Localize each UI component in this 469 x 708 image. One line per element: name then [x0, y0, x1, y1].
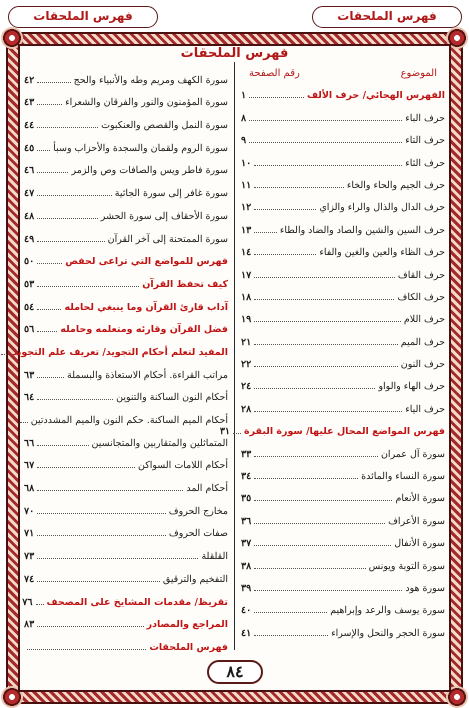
entry-title: سورة هود [405, 582, 445, 594]
index-content [12, 46, 445, 653]
dot-leader [37, 377, 64, 378]
entry-page-number: ٣١ [219, 426, 231, 438]
dot-leader [254, 545, 391, 546]
dot-leader [254, 277, 395, 278]
dot-leader [254, 590, 402, 591]
dot-leader [254, 165, 402, 166]
dot-leader [249, 97, 304, 98]
entry-page-number: ١٧ [241, 269, 252, 281]
index-entry [24, 361, 228, 384]
entry-title: حرف الظاء والعين والغين والفاء [319, 247, 445, 259]
index-entry [241, 127, 445, 149]
entry-page-number: ٧٦ [22, 596, 33, 608]
entry-title: سورة الأحقاف إلى سورة الحشر [100, 210, 228, 222]
index-entry [241, 306, 445, 328]
index-entry [241, 82, 445, 104]
dot-leader [254, 456, 378, 457]
index-entry [24, 157, 228, 180]
column-divider [234, 62, 235, 650]
entry-page-number: ٣٥ [241, 493, 252, 505]
entry-page-number: ١٢ [241, 202, 252, 214]
entry-title: المراجع والمصادر [146, 619, 228, 631]
index-entry [24, 179, 228, 202]
index-entry [241, 261, 445, 283]
entry-title: حرف الجيم والحاء والخاء [346, 179, 445, 191]
entry-title: حرف السين والشين والصاد والضاد والطاء [279, 224, 445, 236]
entry-title: فضل القرآن وقارئه ومتعلمه وحامله [60, 324, 228, 336]
entry-page-number: ٦٣ [24, 369, 35, 381]
index-entry [24, 66, 228, 89]
index-entry [241, 440, 445, 462]
entry-title: حرف الثاء [405, 157, 445, 169]
dot-leader [37, 626, 143, 627]
header-tab-right: فهرس الملحقات [312, 6, 462, 28]
index-entry [24, 270, 228, 293]
dot-leader [37, 535, 166, 536]
entry-page-number: ٣٧ [241, 538, 252, 550]
index-entry [24, 316, 228, 339]
entry-title: سورة الروم ولقمان والسجدة والأحزاب وسبأ [53, 142, 228, 154]
dot-leader [37, 195, 112, 196]
entry-page-number: ٤٩ [24, 233, 35, 245]
dot-leader [254, 254, 316, 255]
dot-leader [20, 422, 28, 423]
entry-title: القلقلة [201, 551, 228, 563]
index-entry [24, 565, 228, 588]
index-entry [241, 373, 445, 395]
index-entry [241, 530, 445, 552]
page-title: فهرس الملحقات [180, 46, 289, 61]
entry-title: مراتب القراءة. أحكام الاستعاذة والبسملة [66, 369, 228, 381]
dot-leader [254, 635, 328, 636]
entry-title: حرف الياء [405, 403, 445, 415]
dot-leader [254, 411, 402, 412]
entry-title: حرف الكاف [397, 291, 445, 303]
entry-page-number: ٢٨ [241, 403, 252, 415]
index-entry [219, 418, 445, 440]
index-entry [24, 406, 228, 429]
dot-leader [37, 172, 68, 173]
entry-page-number: ٢١ [241, 336, 252, 348]
entry-title: سورة النمل والقصص والعنكبوت [101, 120, 228, 132]
index-entry [24, 384, 228, 407]
entry-page-number: ٨ [241, 112, 247, 124]
index-entry [241, 597, 445, 619]
entry-page-number: ١٩ [241, 314, 252, 326]
index-entry [24, 452, 228, 475]
entry-page-number: ٣٣ [241, 448, 252, 460]
dot-leader [37, 558, 198, 559]
entry-page-number: ٥٠ [24, 256, 35, 268]
index-entry [24, 520, 228, 543]
entry-page-number: ٧١ [24, 528, 35, 540]
entry-page-number: ٦٨ [24, 483, 35, 495]
dot-leader [27, 649, 146, 650]
dot-leader [37, 309, 61, 310]
index-entry [12, 338, 228, 361]
entry-title: حرف الدال والذال والراء والزاي [319, 202, 445, 214]
entry-title: أحكام النون الساكنة والتنوين [116, 392, 228, 404]
dot-leader [37, 127, 98, 128]
entry-title: كيف تحفظ القرآن [142, 278, 228, 290]
entry-title: سورة الأعراف [388, 515, 445, 527]
entry-page-number: ٤٨ [24, 210, 35, 222]
dot-leader [254, 232, 277, 233]
index-entry [241, 328, 445, 350]
entry-title: آداب قارئ القرآن وما ينبغي لحامله [64, 301, 228, 313]
entry-title: فهرس المواضع المحال عليها/ سورة البقرة [244, 426, 445, 438]
index-entry [24, 474, 228, 497]
entry-title: سورة الممتحنة إلى آخر القرآن [107, 233, 228, 245]
index-entry [241, 104, 445, 126]
entry-page-number: ١ [241, 90, 247, 102]
dot-leader [254, 321, 401, 322]
dot-leader [37, 331, 57, 332]
dot-leader [36, 604, 44, 605]
dot-leader [37, 467, 135, 468]
entry-title: فهرس للمواضع التي تراعى لحفص [65, 256, 228, 268]
entry-title: فهرس الملحقات [149, 641, 228, 653]
entry-title: سورة الكهف ومريم وطه والأنبياء والحج [73, 74, 228, 86]
dot-leader [37, 263, 62, 264]
entry-page-number: ٥٦ [24, 324, 35, 336]
entry-page-number: ٣٩ [241, 582, 252, 594]
entry-page-number: ٤٢ [24, 74, 35, 86]
index-entry [241, 239, 445, 261]
entry-page-number: ٩ [241, 135, 247, 147]
index-entry [24, 429, 228, 452]
dot-leader [37, 581, 160, 582]
entry-page-number: ٤٥ [24, 142, 35, 154]
dot-leader [37, 241, 104, 242]
entry-page-number: ١٨ [241, 291, 252, 303]
index-entry [241, 619, 445, 641]
entry-page-number: ٤٤ [24, 120, 35, 132]
entry-title: سورة الأنعام [395, 493, 445, 505]
entry-title: سورة التوبة ويونس [368, 560, 445, 572]
index-entry [24, 89, 228, 112]
entry-title: أحكام الميم الساكنة. حكم النون والميم المشددتين [30, 415, 228, 426]
entry-title: مخارج الحروف [168, 505, 228, 517]
entry-title: سورة فاطر ويس والصافات وص والزمر [71, 165, 228, 177]
index-entry [24, 542, 228, 565]
index-column-left [12, 66, 231, 656]
entry-page-number: ٢٤ [241, 381, 252, 393]
index-entry [24, 248, 228, 271]
dot-leader [254, 299, 394, 300]
entry-title: حرف اللام [403, 314, 445, 326]
index-entry [241, 149, 445, 171]
entry-title: صفات الحروف [168, 528, 228, 540]
entry-page-number: ٤٧ [24, 188, 35, 200]
entry-page-number: ١٤ [241, 247, 252, 259]
dot-leader [254, 209, 316, 210]
entry-page-number: ٥٣ [24, 278, 35, 290]
index-entry [24, 293, 228, 316]
column-header [241, 64, 445, 82]
entry-page-number: ١١ [241, 179, 252, 191]
index-entry [241, 351, 445, 373]
index-entry [241, 463, 445, 485]
dot-leader [37, 218, 98, 219]
index-entry [241, 552, 445, 574]
entry-page-number: ٤٦ [24, 165, 35, 177]
entry-page-number: ٧٣ [24, 551, 35, 563]
index-entry [24, 202, 228, 225]
entry-title: حرف الهاء والواو [378, 381, 445, 393]
entry-title: التفخيم والترقيق [162, 573, 228, 585]
dot-leader [254, 523, 385, 524]
entry-page-number: ٤٠ [241, 605, 252, 617]
entry-page-number: ٣٦ [241, 515, 252, 527]
entry-page-number: ٧٤ [24, 573, 35, 585]
dot-leader [254, 612, 327, 613]
dot-leader [37, 150, 50, 151]
index-entry [241, 216, 445, 238]
entry-page-number: ٦٤ [24, 392, 35, 404]
entry-title: حرف الباء [405, 112, 445, 124]
entry-page-number: ١٣ [241, 224, 252, 236]
index-entry [24, 111, 228, 134]
entry-title: سورة الحجر والنحل والإسراء [331, 627, 445, 639]
dot-leader [254, 388, 375, 389]
dot-leader [37, 445, 88, 446]
index-entry [241, 194, 445, 216]
dot-leader [1, 354, 9, 355]
dot-leader [254, 366, 398, 367]
entry-title: الفهرس الهجائي/ حرف الألف [306, 90, 445, 102]
entry-page-number: ٤٣ [24, 97, 35, 109]
dot-leader [37, 286, 139, 287]
dot-leader [37, 490, 183, 491]
dot-leader [37, 513, 166, 514]
entry-title: أحكام المد [186, 483, 228, 495]
entry-title: حرف القاف [397, 269, 445, 281]
entry-title: سورة النساء والمائدة [361, 471, 445, 483]
entry-page-number: ٣٨ [241, 560, 252, 572]
entry-title: سورة آل عمران [380, 448, 445, 460]
entry-page-number: ٨٣ [24, 619, 35, 631]
header-tab-left: فهرس الملحقات [8, 6, 158, 28]
entry-page-number: ٤١ [241, 627, 252, 639]
index-entry [24, 611, 228, 634]
index-entry [24, 497, 228, 520]
dot-leader [37, 82, 70, 83]
page-number: ٨٤ [207, 660, 263, 684]
index-entry [241, 575, 445, 597]
index-entry [241, 485, 445, 507]
dot-leader [254, 568, 365, 569]
index-entry [241, 395, 445, 417]
dot-leader [249, 142, 402, 143]
entry-page-number: ٣٤ [241, 471, 252, 483]
index-column-right [219, 64, 445, 642]
entry-title: أحكام اللامات السواكن [137, 460, 228, 472]
dot-leader [254, 344, 398, 345]
entry-title: حرف النون [400, 359, 445, 371]
index-entry [24, 633, 228, 656]
entry-title: المتماثلين والمتقاربين والمتجانسين [91, 437, 228, 449]
entry-page-number: ٢٢ [241, 359, 252, 371]
dot-leader [37, 399, 113, 400]
entry-page-number: ٥٤ [24, 301, 35, 313]
dot-leader [233, 433, 241, 434]
entry-title: المفيد لتعلم أحكام التجويد/ تعريف علم التجويد [12, 346, 228, 358]
entry-title: تقريظ/ مقدمات المشايخ على المصحف [46, 596, 228, 608]
dot-leader [249, 120, 402, 121]
entry-title: حرف الميم [400, 336, 445, 348]
entry-page-number: ١٠ [241, 157, 252, 169]
page-header: رقم الصفحة [249, 67, 300, 79]
index-entry [241, 284, 445, 306]
entry-title: سورة يوسف والرعد وإبراهيم [330, 605, 445, 617]
entry-title: سورة الأنفال [394, 538, 445, 550]
topic-header: الموضوع [400, 67, 437, 79]
entry-page-number: ٧٠ [24, 505, 35, 517]
entry-page-number: ٦٧ [24, 460, 35, 472]
entry-title: سورة المؤمنون والنور والفرقان والشعراء [65, 97, 228, 109]
dot-leader [254, 187, 344, 188]
entry-title: حرف التاء [405, 135, 445, 147]
index-entry [24, 588, 228, 611]
dot-leader [37, 104, 62, 105]
dot-leader [254, 478, 358, 479]
entry-page-number: ٦٦ [24, 437, 35, 449]
index-entry [241, 172, 445, 194]
index-entry [241, 507, 445, 529]
entry-title: سورة غافر إلى سورة الجاثية [114, 188, 228, 200]
dot-leader [254, 500, 392, 501]
index-entry [24, 225, 228, 248]
index-entry [24, 134, 228, 157]
